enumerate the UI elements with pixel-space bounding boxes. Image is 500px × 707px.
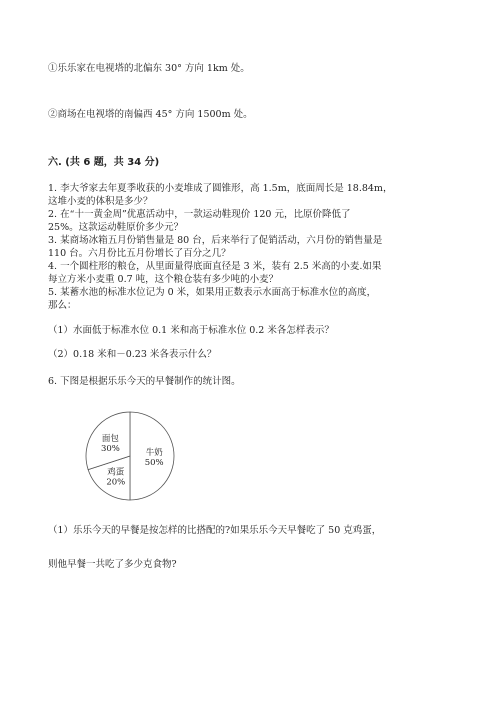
q3-line-2: 110 台。六月份比五月份增长了百分之几？ [48, 248, 231, 259]
q2-line-1: 2. 在“十一黄金周”优惠活动中，一款运动鞋现价 120 元，比原价降低了 [48, 209, 351, 220]
q4-line-2: 每立方米小麦重 0.7 吨，这个粮仓装有多少吨的小麦？ [48, 274, 279, 285]
q1-line-2: 这堆小麦的体积是多少？ [48, 196, 153, 207]
q3-line-1: 3. 某商场冰箱五月份销售量是 80 台，后来举行了促销活动，六月份的销售量是 [48, 235, 383, 246]
text-line-2: ②商场在电视塔的南偏西 45° 方向 1500m 处。 [48, 109, 253, 120]
q6-sub-1: （1）乐乐今天的早餐是按怎样的比搭配的?如果乐乐今天早餐吃了 50 克鸡蛋， [48, 525, 382, 536]
q6-sub-2: 则他早餐一共吃了多少克食物? [48, 559, 177, 570]
pie-label-2: 面包 [101, 433, 119, 444]
pie-percent-1: 20% [106, 477, 126, 488]
pie-percent-2: 30% [100, 443, 120, 454]
text-line-1: ①乐乐家在电视塔的北偏东 30° 方向 1km 处。 [48, 63, 250, 74]
q5-sub-1: （1）水面低于标准水位 0.1 米和高于标准水位 0.2 米各怎样表示？ [48, 325, 334, 336]
q1-line-1: 1. 李大爷家去年夏季收获的小麦堆成了圆锥形，高 1.5m，底面周长是 18.84m， [48, 183, 393, 194]
pie-label-1: 鸡蛋 [107, 467, 125, 478]
section-title: 六. (共 6 题，共 34 分) [48, 157, 160, 168]
q5-line-2: 那么： [48, 300, 77, 311]
q5-sub-2: （2）0.18 米和－0.23 米各表示什么？ [48, 349, 217, 360]
pie-chart [82, 408, 178, 504]
pie-percent-0: 50% [144, 458, 164, 468]
pie-label-0: 牛奶 [145, 448, 163, 458]
q5-line-1: 5. 某蓄水池的标准水位记为 0 米，如果用正数表示水面高于标准水位的高度， [48, 287, 377, 298]
q2-line-2: 25%。这款运动鞋原价多少元？ [48, 222, 184, 233]
q4-line-1: 4. 一个圆柱形的粮仓，从里面量得底面直径是 3 米，装有 2.5 米高的小麦.如果 [48, 261, 382, 272]
q6-line: 6. 下图是根据乐乐今天的早餐制作的统计图。 [48, 376, 241, 387]
